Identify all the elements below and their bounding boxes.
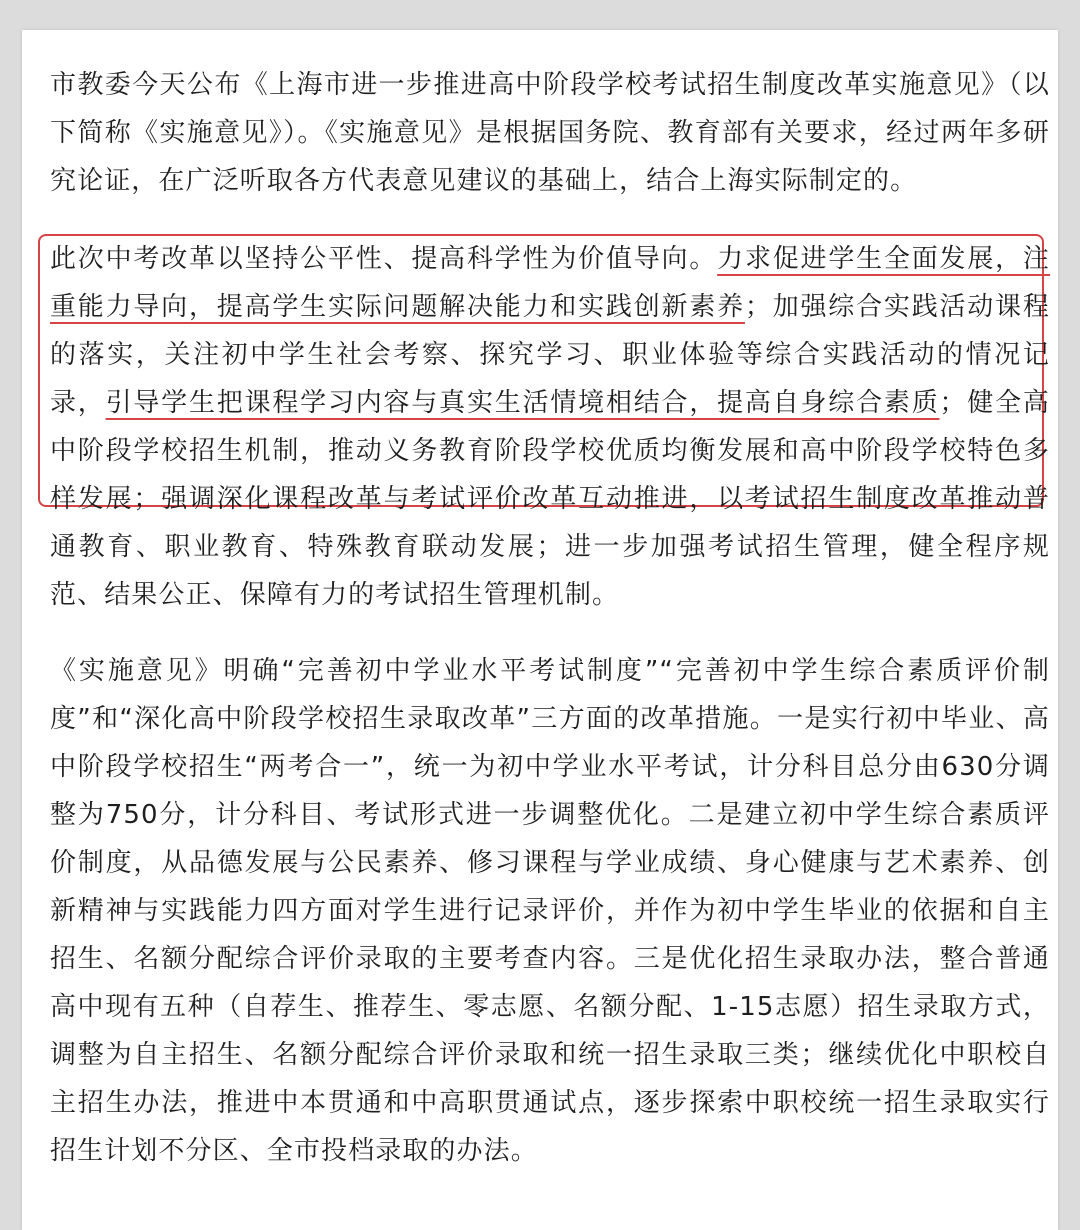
paragraph-intro: 市教委今天公布《上海市进一步推进高中阶段学校考试招生制度改革实施意见》（以下简称《实施意见》）。《实施意见》是根据国务院、教育部有关要求，经过两年多研究论证，在广泛听取各方代表意见建议的基础上，结合上海实际制定的。 bbox=[50, 70, 1050, 196]
article-page bbox=[22, 30, 1058, 1230]
underlined-text: 引导学生把课程学习内容与真实生活情境相结合，提高自身综合素质 bbox=[105, 388, 940, 418]
text-segment: ；加强综合实践活动课程的落实，关注初中学生社会考察、探究学习、职业体验等综合实践活动的情况记录， bbox=[50, 292, 1050, 418]
text-segment: ；健全高中阶段学校招生机制，推动义务教育阶段学校优质均衡发展和高中阶段学校特色多样发展；强调深化课程改革与考试评价改革互动推进，以考试招生制度改革推动普通教育、职业教育、特殊教育联动发展；进一步加强考试招生管理，健全程序规范、结果公正、保障有力的考试招生管理机制。 bbox=[50, 388, 1050, 610]
text-segment: 此次中考改革以坚持公平性、提高科学性为价值导向。 bbox=[50, 244, 718, 274]
paragraph-highlighted bbox=[50, 235, 1050, 619]
paragraph-measures: 《实施意见》明确“完善初中学业水平考试制度”“完善初中学生综合素质评价制度”和“深化高中阶段学校招生录取改革”三方面的改革措施。一是实行初中毕业、高中阶段学校招生“两考合一”，统一为初中学业水平考试，计分科目总分由630分调整为750分，计分科目、考试形式进一步调整优化。二是建立初中学生综合素质评价制度，从品德发展与公民素养、修习课程与学业成绩、身心健康与艺术素养、创新精神与实践能力四方面对学生进行记录评价，并作为初中学生毕业的依据和自主招生、名额分配综合评价录取的主要考查内容。三是优化招生录取办法，整合普通高中现有五种（自荐生、推荐生、零志愿、名额分配、1-15志愿）招生录取方式，调整为自主招生、名额分配综合评价录取和统一招生录取三类；继续优化中职校自主招生办法，推进中本贯通和中高职贯通试点，逐步探索中职校统一招生录取实行招生计划不分区、全市投档录取的办法。 bbox=[50, 656, 1050, 1166]
underlined-text: 力求促进学生全面发展，注重能力导向，提高学生实际问题解决能力和实践创新素养 bbox=[50, 244, 1051, 322]
